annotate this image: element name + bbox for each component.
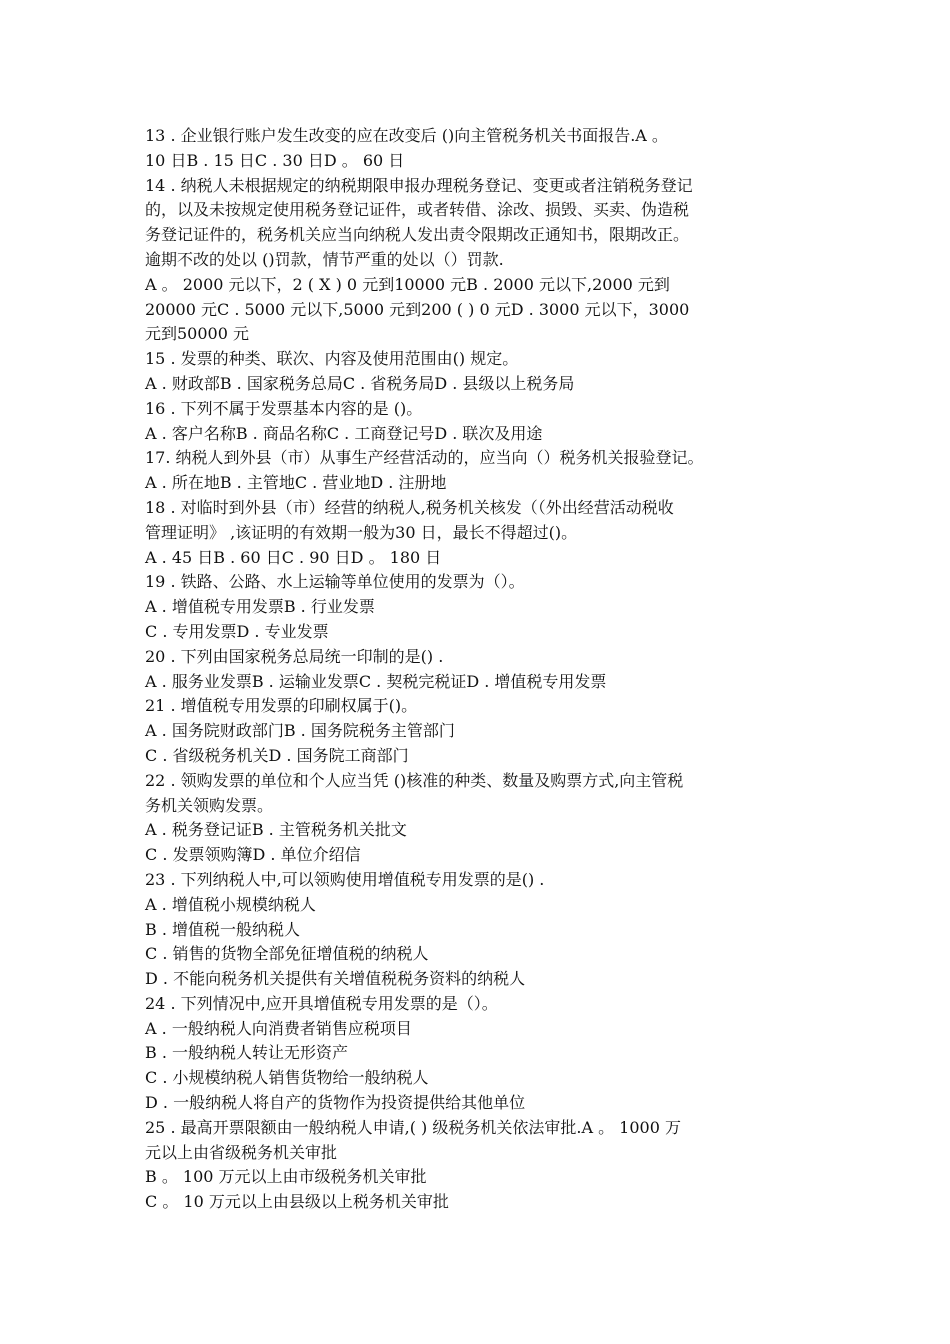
text-line: 逾期不改的处以 ()罚款，情节严重的处以（）罚款. <box>145 249 504 269</box>
text-line: C . 销售的货物全部免征增值税的纳税人 <box>145 944 429 964</box>
text-line: 15 . 发票的种类、联次、内容及使用范围由() 规定。 <box>145 349 519 369</box>
text-line: 元到50000 元 <box>145 324 249 344</box>
text-line: A . 服务业发票B . 运输业发票C . 契税完税证D . 增值税专用发票 <box>145 671 607 691</box>
text-line: 的，以及未按规定使用税务登记证件，或者转借、涂改、损毁、买卖、伪造税 <box>145 200 690 220</box>
text-line: A . 国务院财政部门B . 国务院税务主管部门 <box>145 721 455 741</box>
text-line: B . 增值税一般纳税人 <box>145 919 301 939</box>
text-line: 21 . 增值税专用发票的印刷权属于()。 <box>145 696 418 716</box>
text-line: 10 日B . 15 日C . 30 日D 。 60 日 <box>145 150 405 170</box>
text-line: C . 小规模纳税人销售货物给一般纳税人 <box>145 1068 429 1088</box>
text-line: A . 45 日B . 60 日C . 90 日D 。 180 日 <box>145 547 442 567</box>
text-line: A . 一般纳税人向消费者销售应税项目 <box>145 1018 412 1038</box>
text-line: A . 财政部B . 国家税务总局C . 省税务局D . 县级以上税务局 <box>145 373 575 393</box>
text-line: 管理证明》 ,该证明的有效期一般为30 日，最长不得超过()。 <box>145 522 578 542</box>
text-line: D . 不能向税务机关提供有关增值税税务资料的纳税人 <box>145 969 526 989</box>
document-body <box>145 124 815 1215</box>
text-line: A . 客户名称B . 商品名称C . 工商登记号D . 联次及用途 <box>145 423 543 443</box>
text-line: 13 . 企业银行账户发生改变的应在改变后 ()向主管税务机关书面报告.A 。 <box>145 126 668 145</box>
text-line: 23 . 下列纳税人中,可以领购使用增值税专用发票的是() . <box>145 869 545 889</box>
text-line: D . 一般纳税人将自产的货物作为投资提供给其他单位 <box>145 1093 526 1113</box>
text-line: B . 一般纳税人转让无形资产 <box>145 1043 349 1063</box>
text-line: A . 增值税小规模纳税人 <box>145 894 316 914</box>
text-line: 务登记证件的，税务机关应当向纳税人发出责令限期改正通知书，限期改正。 <box>145 225 690 245</box>
text-line: A 。 2000 元以下，2 ( X ) 0 元到10000 元B . 2000 元以下,2000 元到 <box>145 274 670 294</box>
text-line: C . 省级税务机关D . 国务院工商部门 <box>145 745 409 765</box>
text-line: B 。 100 万元以上由市级税务机关审批 <box>145 1167 427 1187</box>
text-line: 14 . 纳税人未根据规定的纳税期限申报办理税务登记、变更或者注销税务登记 <box>145 175 693 195</box>
text-line: A . 税务登记证B . 主管税务机关批文 <box>145 820 407 840</box>
text-line: A . 所在地B . 主管地C . 营业地D . 注册地 <box>145 473 447 493</box>
text-line: 17. 纳税人到外县（市）从事生产经营活动的，应当向（）税务机关报验登记。 <box>145 448 704 468</box>
text-line: 20000 元C . 5000 元以下,5000 元到200 ( ) 0 元D . 3000 元以下，3000 <box>145 299 690 319</box>
text-line: C . 专用发票D . 专业发票 <box>145 621 329 641</box>
text-line: 22 . 领购发票的单位和个人应当凭 ()核准的种类、数量及购票方式,向主管税 <box>145 770 684 790</box>
text-line: 24 . 下列情况中,应开具增值税专用发票的是（）。 <box>145 993 498 1013</box>
text-line: 元以上由省级税务机关审批 <box>145 1142 338 1162</box>
text-line: 19 . 铁路、公路、水上运输等单位使用的发票为（）。 <box>145 572 525 592</box>
text-line: 18 . 对临时到外县（市）经营的纳税人,税务机关核发（（外出经营活动税收 <box>145 497 674 517</box>
text-line: 16 . 下列不属于发票基本内容的是 ()。 <box>145 398 423 418</box>
text-line: 务机关领购发票。 <box>145 795 274 815</box>
text-line: C . 发票领购簿D . 单位介绍信 <box>145 845 361 865</box>
text-line: 20 . 下列由国家税务总局统一印制的是() . <box>145 646 444 666</box>
text-line: 25 . 最高开票限额由一般纳税人申请,( ) 级税务机关依法审批.A 。 1000 万 <box>145 1117 681 1137</box>
text-line: A . 增值税专用发票B . 行业发票 <box>145 597 375 617</box>
text-line: C 。 10 万元以上由县级以上税务机关审批 <box>145 1192 449 1212</box>
